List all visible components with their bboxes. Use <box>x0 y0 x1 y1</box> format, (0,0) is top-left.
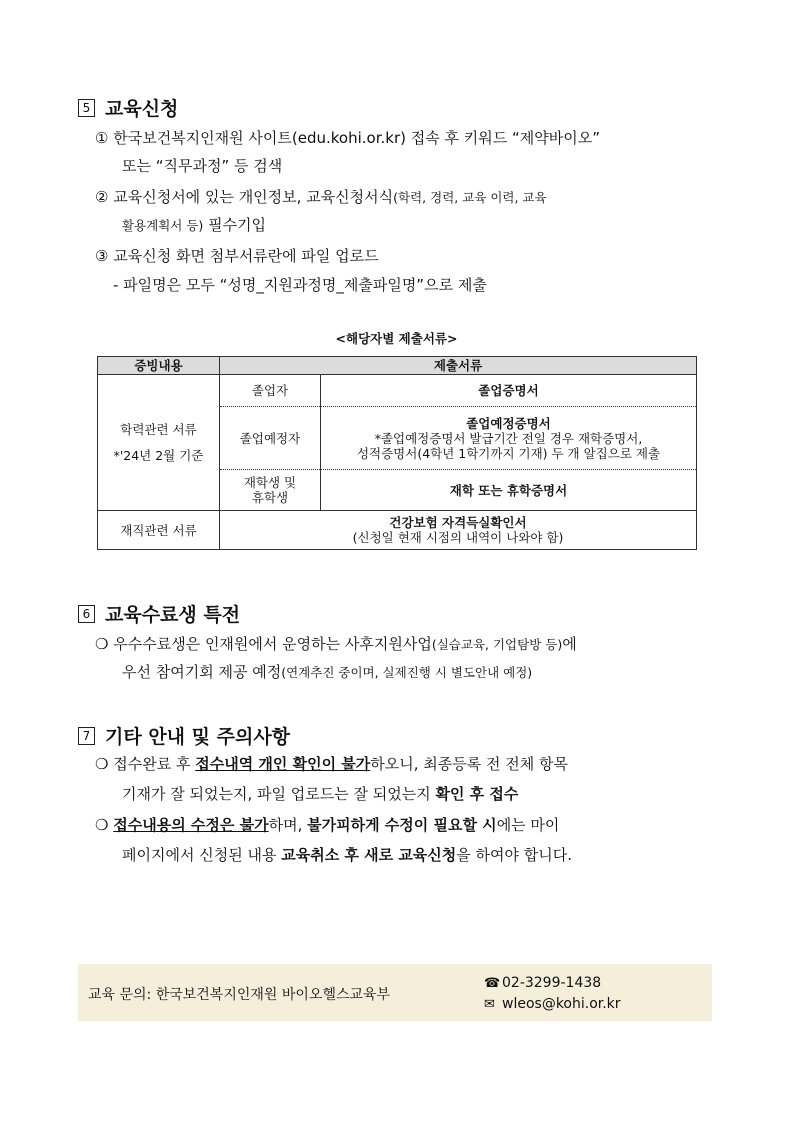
table-row <box>98 511 697 550</box>
header-documents: 제출서류 <box>220 357 697 375</box>
notice-1: ❍ 접수완료 후 접수내역 개인 확인이 불가하오니, 최종등록 전 전체 항목 <box>95 755 569 773</box>
email-address[interactable]: wleos@kohi.or.kr <box>502 996 621 1012</box>
table-header-row <box>98 357 697 375</box>
benefit-line-2: 우선 참여기회 제공 예정(연계추진 중이며, 실제진행 시 별도안내 예정) <box>122 663 533 681</box>
bullet-icon: ❍ <box>95 816 109 834</box>
section-7-heading <box>78 722 290 749</box>
contact-box <box>78 964 712 1021</box>
graduate-type: 졸업자 <box>220 375 321 407</box>
phone-line <box>484 973 621 994</box>
expected-graduate-type: 졸업예정자 <box>220 407 321 470</box>
contact-details <box>484 973 621 1015</box>
bullet-icon: ❍ <box>95 755 109 773</box>
mail-icon: ✉ <box>484 997 495 1012</box>
phone-icon: ☎ <box>484 976 501 991</box>
section-number: 6 <box>78 605 95 623</box>
notice-2: ❍ 접수내용의 수정은 불가하며, 불가피하게 수정이 필요할 시에는 마이 <box>95 816 560 834</box>
documents-table <box>97 356 697 550</box>
student-doc: 재학 또는 휴학증명서 <box>321 470 697 511</box>
employment-doc: 건강보험 자격득실확인서 (신청일 현재 시점의 내역이 나와야 함) <box>220 511 697 550</box>
item-2: ② 교육신청서에 있는 개인정보, 교육신청서식(학력, 경력, 교육 이력, 교육 <box>95 188 547 206</box>
table-row <box>98 375 697 407</box>
item-2-cont: 활용계획서 등) 필수기입 <box>122 216 267 234</box>
header-evidence: 증빙내용 <box>98 357 220 375</box>
table-caption: <해당자별 제출서류> <box>335 331 458 346</box>
expected-graduate-doc: 졸업예정증명서 *졸업예정증명서 발급기간 전일 경우 재학증명서, 성적증명서(4학년 1학기까지 기재) 두 개 알집으로 제출 <box>321 407 697 470</box>
notice-1-cont: 기재가 잘 되었는지, 파일 업로드는 잘 되었는지 확인 후 접수 <box>122 785 519 803</box>
graduate-doc: 졸업증명서 <box>321 375 697 407</box>
student-type: 재학생 및 휴학생 <box>220 470 321 511</box>
section-number: 7 <box>78 727 95 745</box>
phone-number: 02-3299-1438 <box>502 975 602 991</box>
section-number: 5 <box>78 99 95 117</box>
notice-2-cont: 페이지에서 신청된 내용 교육취소 후 새로 교육신청을 하여야 합니다. <box>122 846 573 864</box>
section-title: 교육수료생 특전 <box>105 604 241 626</box>
bullet-icon: ❍ <box>95 635 109 653</box>
email-line <box>484 994 621 1015</box>
section-title: 교육신청 <box>105 98 179 120</box>
employment-docs-label: 재직관련 서류 <box>98 511 220 550</box>
item-1-cont: 또는 “직무과정” 등 검색 <box>122 157 283 175</box>
benefit-line-1: ❍ 우수수료생은 인재원에서 운영하는 사후지원사업(실습교육, 기업탐방 등)에 <box>95 635 577 653</box>
section-title: 기타 안내 및 주의사항 <box>105 726 291 748</box>
item-3: ③ 교육신청 화면 첨부서류란에 파일 업로드 <box>95 247 379 265</box>
contact-label: 교육 문의: 한국보건복지인재원 바이오헬스교육부 <box>88 987 391 1003</box>
item-3-sub: - 파일명은 모두 “성명_지원과정명_제출파일명”으로 제출 <box>113 276 487 294</box>
section-6-heading <box>78 600 240 627</box>
item-1: ① 한국보건복지인재원 사이트(edu.kohi.or.kr) 접속 후 키워드 “제약바이오” <box>95 129 600 147</box>
education-docs-label: 학력관련 서류 *'24년 2월 기준 <box>98 375 220 511</box>
section-5-heading <box>78 94 178 121</box>
